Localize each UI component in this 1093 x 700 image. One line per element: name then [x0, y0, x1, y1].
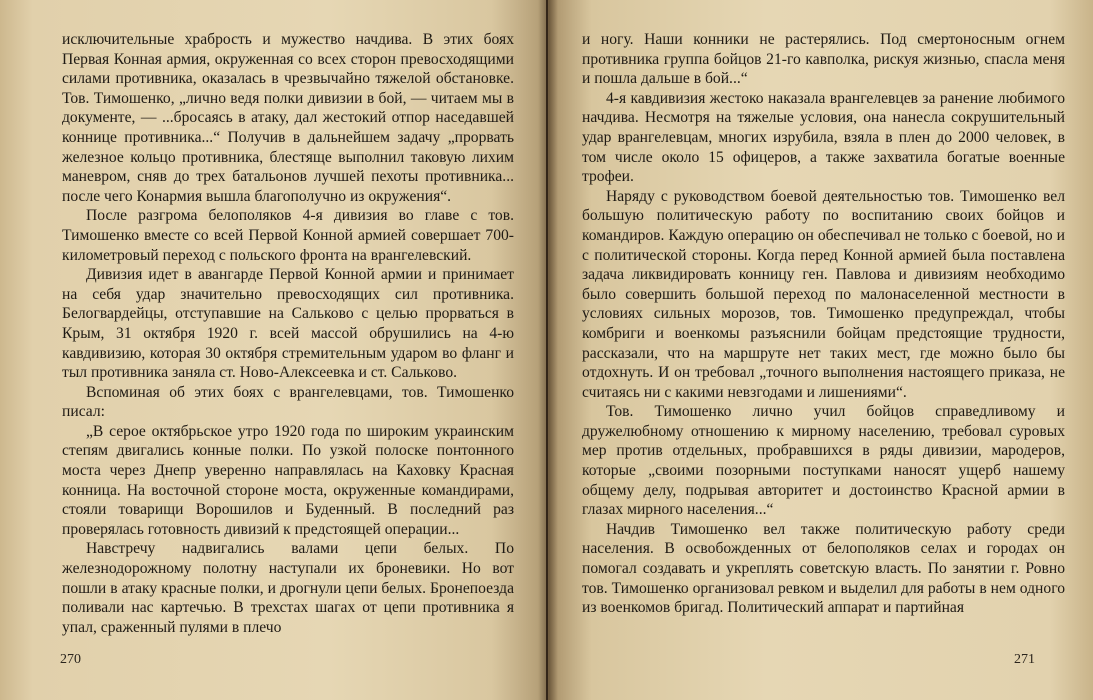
- right-page: [548, 0, 1093, 700]
- paragraph: Тов. Тимошенко лично учил бойцов справедливому и дружелюбному отношению к мирному населению, требовал суровых мер против отдельных, пробравшихся в ряды дивизии, мародеров, которые „своими позорными поступками наносят ущерб нашему общему делу, подрывая авторитет и достоинство Красной армии в глазах мирного населения...“: [582, 403, 1065, 519]
- paragraph: После разгрома белополяков 4-я дивизия во главе с тов. Тимошенко вместе со всей Первой Конной армией совершает 700-километровый переход с польского фронта на врангелевский.: [62, 207, 514, 264]
- paragraph: Вспоминая об этих боях с врангелевцами, тов. Тимошенко писал:: [62, 383, 514, 421]
- paragraph: 4-я кавдивизия жестоко наказала врангелевцев за ранение любимого начдива. Несмотря на тяжелые условия, она нанесла сокрушительный удар врангелевцам, многих изрубила, взяла в плен до 2000 человек, в том числе около 15 офицеров, а также захватила богатые военные трофеи.: [582, 89, 1065, 186]
- paragraph: Начдив Тимошенко вел также политическую работу среди населения. В освобожденных от белополяков селах и городах он помогал создавать и укреплять советскую власть. По занятии г. Ровно тов. Тимошенко организовал ревком и выделил для работы в нем одного из военкомов бригад. Политический аппарат и партийная: [582, 520, 1065, 617]
- book-gutter: [538, 0, 558, 700]
- left-page: [0, 0, 546, 700]
- paragraph: исключительные храбрость и мужество начдива. В этих боях Первая Конная армия, окруженная со всех сторон превосходящими силами противника, оказалась в чрезвычайно тяжелой обстановке. Тов. Тимошенко, „лично ведя полки дивизии в бой, — читаем мы в документе, — ...бросаясь в атаку, дал жестокий отпор наседавшей коннице противника...“ Получив в дальнейшем задачу „прорвать железное кольцо противника, блестяще выполнил таковую лихим маневром, сняв до трех батальонов лучшей пехоты противника... после чего Конармия вышла благополучно из окружения“.: [62, 31, 514, 205]
- page-number: 271: [1014, 652, 1035, 667]
- quote-paragraph: Навстречу надвигались валами цепи белых. По железнодорожному полотну наступали их броневики. Но вот пошли в атаку красные полки, и дрогнули цепи белых. Бронепоезда поливали нас картечью. В трехстах шагах от цепи противника я упал, сраженный пулями в плечо: [62, 540, 514, 636]
- quote-paragraph: „В серое октябрьское утро 1920 года по широким украинским степям двигались конные полки. По узкой полоске понтонного моста через Днепр уверенно направлялась на Каховку Красная конница. На восточной стороне моста, окруженные командирами, стояли товарищи Ворошилов и Буденный. В последний раз проверялась готовность дивизий к предстоящей операции...: [62, 422, 514, 538]
- right-page-text: [582, 30, 1065, 618]
- page-number: 270: [60, 652, 81, 667]
- paragraph: Дивизия идет в авангарде Первой Конной армии и принимает на себя удар значительно превосходящих сил противника. Белогвардейцы, отступавшие на Сальково с целью прорваться в Крым, 31 октября 1920 г. всей массой обрушились на 4-ю кавдивизию, которая 30 октября стремительным ударом во фланг и тыл противника заняла ст. Ново-Алексеевка и ст. Сальково.: [62, 266, 514, 382]
- paragraph: и ногу. Наши конники не растерялись. Под смертоносным огнем противника группа бойцов 21-го кавполка, рискуя жизнью, спасла меня и пошла дальше в бой...“: [582, 31, 1065, 88]
- paragraph: Наряду с руководством боевой деятельностью тов. Тимошенко вел большую политическую работу по воспитанию своих бойцов и командиров. Каждую операцию он обеспечивал не только с боевой, но и с политической стороны. Когда перед Конной армией была поставлена задача ликвидировать конницу ген. Павлова и дивизиям необходимо было совершить большой переход по малонаселенной местности в условиях сильных морозов, тов. Тимошенко предупреждал, чтобы комбриги и военкомы разъяснили бойцам предстоящие трудности, рассказали, что на маршруте нет таких мест, где можно было бы отдохнуть. И он требовал „точного выполнения настоящего приказа, не считаясь ни с какими невзгодами и лишениями“.: [582, 187, 1065, 401]
- left-page-text: [62, 30, 514, 637]
